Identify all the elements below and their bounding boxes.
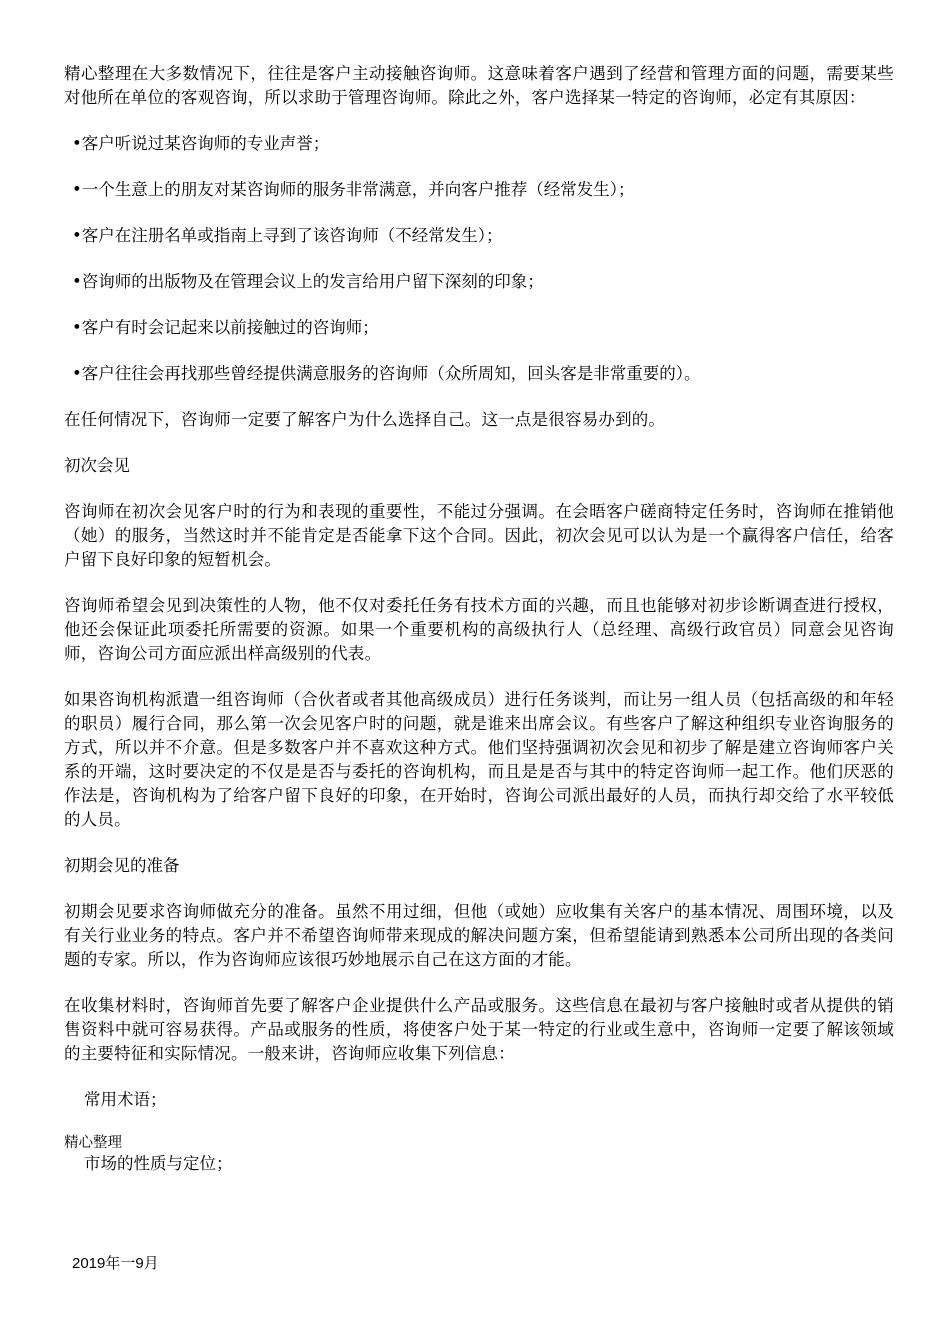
bullet-item: •咨询师的出版物及在管理会议上的发言给用户留下深刻的印象； <box>72 272 544 291</box>
bullet-item: •客户听说过某咨询师的专业声誉； <box>72 134 330 153</box>
info-list-item: 市场的性质与定位； <box>84 1154 233 1173</box>
bullet-item: •客户在注册名单或指南上寻到了该咨询师（不经常发生）； <box>72 226 503 245</box>
section-heading-first-meeting: 初次会见 <box>64 456 130 475</box>
paragraph: 咨询师希望会见到决策性的人物，他不仅对委托任务有技术方面的兴趣，而且也能够对初步诊断调查进行授权，他还会保证此项委托所需要的资源。如果一个重要机构的高级执行人（总经理、高级行政官员）同意会见咨询师，咨询公司方面应派出样高级别的代表。 <box>64 596 894 663</box>
paragraph: 如果咨询机构派遣一组咨询师（合伙者或者其他高级成员）进行任务谈判，而让另一组人员（包括高级的和年轻的职员）履行合同，那么第一次会见客户时的问题，就是谁来出席会议。有些客户了解这种组织专业咨询服务的方式，所以并不介意。但是多数客户并不喜欢这种方式。他们坚持强调初次会见和初步了解是建立咨询师客户关系的开端，这时要决定的不仅是是否与委托的咨询机构，而且是是否与其中的特定咨询师一起工作。他们厌恶的作法是，咨询机构为了给客户留下良好的印象，在开始时，咨询公司派出最好的人员，而执行却交给了水平较低的人员。 <box>64 690 894 829</box>
bullet-item: •客户有时会记起来以前接触过的咨询师； <box>72 318 379 337</box>
paragraph: 咨询师在初次会见客户时的行为和表现的重要性，不能过分强调。在会晤客户磋商特定任务时，咨询师在推销他（她）的服务，当然这时并不能肯定是否能拿下这个合同。因此，初次会见可以认为是一个赢得客户信任，给客户留下良好印象的短暂机会。 <box>64 502 894 569</box>
info-list-item: 常用术语； <box>84 1090 167 1109</box>
date-stamp: 2019年一9月 <box>72 1255 159 1272</box>
paragraph: 在收集材料时，咨询师首先要了解客户企业提供什么产品或服务。这些信息在最初与客户接触时或者从提供的销售资料中就可容易获得。产品或服务的性质，将使客户处于某一特定的行业或生意中，咨询师一定要了解该领域的主要特征和实际情况。一般来讲，咨询师应收集下列信息： <box>64 996 894 1063</box>
page-header-label: 精心整理 <box>64 1135 122 1151</box>
bullet-item: •客户往往会再找那些曾经提供满意服务的咨询师（众所周知，回头客是非常重要的）。 <box>72 364 701 383</box>
intro-paragraph: 精心整理在大多数情况下，往往是客户主动接触咨询师。这意味着客户遇到了经营和管理方面的问题，需要某些对他所在单位的客观咨询，所以求助于管理咨询师。除此之外，客户选择某一特定的咨询师，必定有其原因： <box>64 64 894 107</box>
document-body <box>64 62 894 1176</box>
paragraph: 初期会见要求咨询师做充分的准备。虽然不用过细，但他（或她）应收集有关客户的基本情况、周围环境，以及有关行业业务的特点。客户并不希望咨询师带来现成的解决问题方案，但希望能请到熟悉本公司所出现的各类问题的专家。所以，作为咨询师应该很巧妙地展示自己在这方面的才能。 <box>64 902 894 969</box>
summary-paragraph: 在任何情况下，咨询师一定要了解客户为什么选择自己。这一点是很容易办到的。 <box>64 410 666 429</box>
section-heading-preparation: 初期会见的准备 <box>64 856 180 875</box>
bullet-item: •一个生意上的朋友对某咨询师的服务非常满意，并向客户推荐（经常发生）； <box>72 180 635 199</box>
